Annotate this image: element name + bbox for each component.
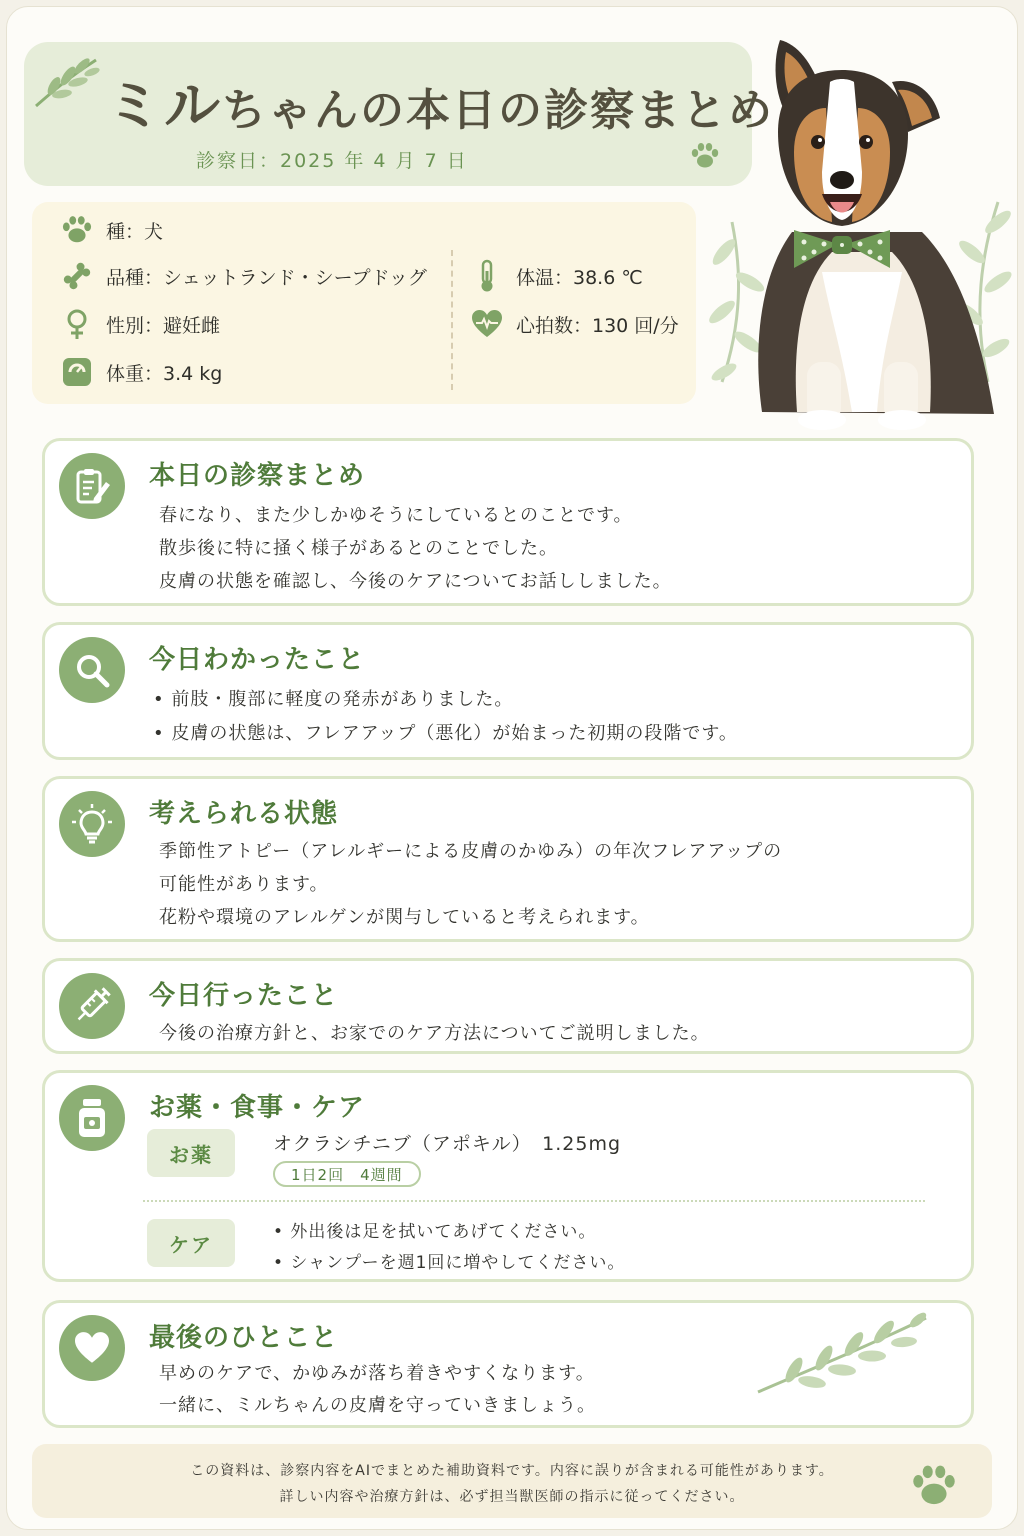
medicine-bottle-icon	[59, 1085, 125, 1151]
lightbulb-icon	[59, 791, 125, 857]
closing-line: 一緒に、ミルちゃんの皮膚を守っていきましょう。	[159, 1395, 596, 1416]
summary-line: 皮膚の状態を確認し、今後のケアについてお話ししました。	[159, 571, 672, 592]
findings-title: 今日わかったこと	[149, 645, 366, 675]
title-text: ちゃんの本日の診察まとめ	[222, 85, 774, 136]
care-line: • シャンプーを週1回に増やしてください。	[273, 1253, 626, 1273]
heart-icon	[59, 1315, 125, 1381]
female-symbol-icon	[60, 308, 94, 340]
temperature-row	[470, 260, 643, 292]
treatment-title: 今日行ったこと	[149, 981, 339, 1011]
heartbeat-icon	[470, 308, 504, 340]
medicine-name: オクラシチニブ（アポキル） 1.25mg	[273, 1133, 622, 1155]
care-label: ケア	[147, 1219, 235, 1267]
care-card	[42, 1070, 974, 1282]
care-title: お薬・食事・ケア	[149, 1093, 366, 1123]
thermometer-icon	[470, 260, 504, 292]
assessment-title: 考えられる状態	[149, 799, 339, 829]
closing-title: 最後のひとこと	[149, 1323, 339, 1353]
syringe-icon	[59, 973, 125, 1039]
medicine-dose-badge: 1日2回 4週間	[273, 1161, 421, 1187]
bone-icon	[60, 260, 94, 292]
closing-line: 早めのケアで、かゆみが落ち着きやすくなります。	[159, 1363, 595, 1384]
care-line: • 外出後は足を拭いてあげてください。	[273, 1222, 597, 1242]
summary-title: 本日の診察まとめ	[149, 461, 366, 491]
exam-date: 診察日：2025 年 4 月 7 日	[196, 150, 468, 172]
sheltie-dog-illustration	[702, 22, 1018, 436]
disclaimer-footer	[32, 1444, 992, 1518]
breed-text: 品種：シェットランド・シープドッグ	[106, 266, 427, 289]
assessment-line: 花粉や環境のアレルゲンが関与していると考えられます。	[159, 907, 650, 928]
heart-rate-text: 心拍数：130 回/分	[516, 314, 679, 337]
findings-card	[42, 622, 974, 760]
treatment-line: 今後の治療方針と、お家でのケア方法についてご説明しました。	[159, 1023, 710, 1044]
medicine-label: お薬	[147, 1129, 235, 1177]
page-title	[106, 62, 774, 142]
weight-row	[60, 356, 222, 388]
leaf-branch-icon	[32, 54, 102, 110]
breed-row	[60, 260, 427, 292]
info-divider	[451, 250, 453, 390]
disclaimer-line: 詳しい内容や治療方針は、必ず担当獣医師の指示に従ってください。	[279, 1489, 745, 1505]
sex-row	[60, 308, 220, 340]
assessment-line: 可能性があります。	[159, 874, 329, 895]
leaf-branch-icon	[754, 1308, 930, 1398]
treatment-card	[42, 958, 974, 1054]
temperature-text: 体温：38.6 ℃	[516, 266, 643, 289]
heart-rate-row	[470, 308, 679, 340]
clipboard-pen-icon	[59, 453, 125, 519]
species-text: 種：犬	[106, 220, 164, 243]
paw-icon	[60, 214, 94, 246]
dotted-divider	[143, 1200, 925, 1202]
summary-card	[42, 438, 974, 606]
scale-icon	[60, 356, 94, 388]
assessment-card	[42, 776, 974, 942]
pet-name: ミル	[106, 74, 222, 139]
assessment-line: 季節性アトピー（アレルギーによる皮膚のかゆみ）の年次フレアアップの	[159, 841, 783, 862]
sex-text: 性別：避妊雌	[106, 314, 221, 337]
paw-icon	[910, 1464, 958, 1508]
findings-line: • 前肢・腹部に軽度の発赤がありました。	[153, 689, 514, 710]
summary-line: 散歩後に特に掻く様子があるとのことでした。	[159, 538, 558, 559]
magnifier-icon	[59, 637, 125, 703]
weight-text: 体重：3.4 kg	[106, 362, 223, 385]
species-row	[60, 214, 163, 246]
summary-line: 春になり、また少しかゆそうにしているとのことです。	[159, 505, 633, 526]
disclaimer-line: この資料は、診察内容をAIでまとめた補助資料です。内容に誤りが含まれる可能性があります。	[190, 1463, 834, 1479]
findings-line: • 皮膚の状態は、フレアアップ（悪化）が始まった初期の段階です。	[153, 723, 738, 744]
